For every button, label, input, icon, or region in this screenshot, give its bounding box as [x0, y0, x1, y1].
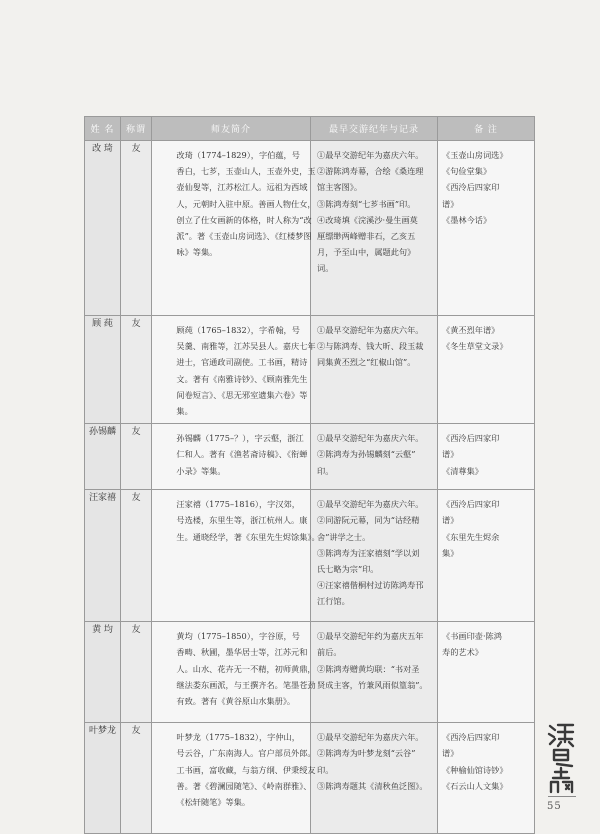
table-row	[85, 490, 535, 622]
record-cell-text	[311, 424, 437, 483]
record-cell-line: ③陈鸿寿刻“七芗书画”印。	[317, 198, 416, 209]
table-body	[85, 141, 535, 834]
bio-cell-line: 汪家禧（1775–1816），字汉郊，	[176, 499, 300, 510]
bio-cell-line: 号选楼，东里生等，浙江杭州人。康	[176, 515, 308, 526]
person-name: 顾 莼	[85, 316, 121, 424]
header-note: 备 注	[438, 117, 535, 141]
table-row	[85, 424, 535, 490]
bio-cell-line: 小录》等集。	[176, 465, 226, 476]
record-cell	[311, 316, 438, 424]
note-cell-text	[438, 141, 534, 234]
note-cell-line: 谱》	[442, 449, 459, 460]
record-cell	[311, 424, 438, 490]
record-cell-line: ①最早交游纪年约为嘉庆五年	[317, 631, 424, 642]
bio-cell-line: 人，元朝时入驻中原。善画人物仕女，	[176, 198, 316, 209]
bio-cell-line: 有致。著有《黄谷原山水集册》。	[176, 696, 296, 707]
bio-cell	[152, 141, 316, 316]
bio-cell-line: 派”。著《玉壶山房词选》、《红楼梦图	[176, 231, 312, 242]
record-cell-line: ②同游阮元幕，同为“诂经精	[317, 515, 420, 526]
bio-cell-line: 集。	[176, 406, 193, 417]
bio-cell-line: 孙锡麟（1775–？），字云壑，浙江	[176, 433, 304, 444]
bio-cell	[152, 723, 316, 834]
bio-cell-line: 壶仙叟等，江苏松江人。远祖为西域	[176, 182, 308, 193]
table-row	[85, 316, 535, 424]
bio-cell-line: 间卷短言》、《思无邪室遗集六卷》等	[176, 389, 308, 400]
header-bio: 师友简介	[152, 117, 311, 141]
note-cell-line: 《东里先生烬余	[442, 531, 500, 542]
note-cell	[438, 316, 535, 424]
bio-cell-line: 香畴、秋圃，墨华居士等，江苏元和	[176, 647, 308, 658]
page-number-rule	[548, 796, 576, 797]
record-cell-text	[311, 141, 437, 281]
note-cell	[438, 141, 535, 316]
friends-table	[84, 116, 535, 834]
note-cell-text	[438, 424, 534, 485]
person-name: 汪家禧	[85, 490, 121, 622]
record-cell-line: ①最早交游纪年为嘉庆六年。	[317, 433, 424, 444]
bio-cell-line: 黄均（1775–1850），字谷原，号	[176, 631, 300, 642]
person-role: 友	[121, 490, 152, 622]
record-cell-line: 贤成主客，竹兼风雨似篁翁”。	[317, 679, 428, 690]
note-cell-line: 寿的艺术》	[442, 647, 483, 658]
person-name: 叶梦龙	[85, 723, 121, 834]
note-cell-line: 《西泠后四家印	[442, 433, 500, 444]
record-cell-line: 前后。	[317, 647, 342, 658]
bio-cell-line: 咏》等集。	[176, 247, 218, 258]
record-cell-line: 舍”讲学之士。	[317, 531, 371, 542]
record-cell-line: ④改琦填《浣溪沙·曼生画莫	[317, 214, 418, 225]
note-cell-line: 谱》	[442, 515, 459, 526]
note-cell-line: 《清尊集》	[442, 465, 483, 476]
bio-cell	[152, 316, 316, 424]
record-cell-line: ③陈鸿寿题其《清秋鱼泛图》。	[317, 780, 428, 791]
note-cell-line: 集》	[442, 547, 459, 558]
record-cell-line: ①最早交游纪年为嘉庆六年。	[317, 732, 424, 743]
bio-cell-line: 继法娄东画派，与王撰齐名。笔墨苍劲	[176, 679, 316, 690]
bio-cell-line: 善。著《碧澜园随笔》、《岭南群雅》、	[176, 780, 312, 791]
header-record: 最早交游纪年与记录	[311, 117, 438, 141]
record-cell-line: 氏七略为宗”印。	[317, 564, 379, 575]
bio-cell	[152, 424, 311, 490]
table-header-row	[85, 117, 535, 141]
record-cell-text	[311, 622, 437, 697]
person-role: 友	[121, 622, 152, 723]
record-cell-text	[311, 316, 437, 375]
record-cell-text	[311, 723, 437, 798]
record-cell	[311, 141, 438, 316]
bio-cell-line: 吴羹、南雅等，江苏吴县人。嘉庆七年	[176, 341, 316, 352]
bio-cell-text	[152, 424, 310, 483]
bio-cell-text	[152, 490, 320, 549]
note-cell	[438, 490, 535, 622]
record-cell-line: ②陈鸿寿赠黄均联：“书对圣	[317, 663, 420, 674]
note-cell-line: 谱》	[442, 748, 459, 759]
person-name: 黄 均	[85, 622, 121, 723]
header-name: 姓 名	[85, 117, 121, 141]
note-cell-line: 《墨林今话》	[442, 214, 492, 225]
table-row	[85, 141, 535, 316]
person-role: 友	[121, 723, 152, 834]
bio-cell-line: 文。著有《南雅诗钞》、《顾南雅先生	[176, 373, 308, 384]
header-role: 称谓	[121, 117, 152, 141]
record-cell-line: ①最早交游纪年为嘉庆六年。	[317, 499, 424, 510]
bio-cell-line: 工书画，富收藏，与翁方纲、伊秉绶友	[176, 764, 316, 775]
note-cell-line: 《冬生草堂文录》	[442, 341, 508, 352]
table-row	[85, 622, 535, 723]
person-name: 改 琦	[85, 141, 121, 316]
note-cell-line: 《种榆仙馆诗钞》	[442, 764, 508, 775]
bio-cell-line: 改琦（1774–1829），字伯蕴，号	[176, 150, 300, 160]
bio-cell-text	[152, 141, 316, 264]
bio-cell-line: 叶梦龙（1775–1832），字仲山，	[176, 732, 300, 743]
note-cell-line: 《书画印壶·陈鸿	[442, 631, 502, 642]
record-cell	[311, 723, 438, 834]
person-name: 孙锡麟	[85, 424, 121, 490]
person-role: 友	[121, 424, 152, 490]
record-cell-line: ②陈鸿寿为叶梦龙刻“云谷”	[317, 748, 416, 759]
record-cell-line: ②陈鸿寿为孙锡麟刻“云壑”	[317, 449, 416, 460]
bio-cell-line: 《松轩随笔》等集。	[176, 797, 251, 808]
record-cell-line: 同集黄丕烈之“红椒山馆”。	[317, 357, 416, 368]
bio-cell-line: 创立了仕女画新的体格，时人称为“改	[176, 214, 312, 225]
bio-cell-text	[152, 723, 316, 814]
note-cell-line: 《西泠后四家印	[442, 732, 500, 743]
note-cell	[438, 622, 535, 723]
record-cell-line: 月，予至山中，属题此句》	[317, 247, 416, 258]
record-cell-line: 江行馆。	[317, 596, 350, 607]
record-cell-line: ②游陈鸿寿幕，合绘《桑连理	[317, 166, 424, 177]
record-cell-line: 印。	[317, 764, 334, 775]
record-cell-line: ①最早交游纪年为嘉庆六年。	[317, 325, 424, 335]
record-cell	[311, 622, 438, 723]
bio-cell-text	[152, 316, 316, 423]
record-cell-line: ①最早交游纪年为嘉庆六年。	[317, 150, 424, 160]
record-cell-line: 厘缥缈两峰赠非石，乙亥五	[317, 231, 416, 242]
bio-cell-line: 进士，官通政司副使。工书画，精诗	[176, 357, 308, 368]
record-cell-text	[311, 490, 437, 613]
person-role: 友	[121, 316, 152, 424]
record-cell-line: 馆主客图》。	[317, 182, 363, 193]
bio-cell	[152, 490, 320, 622]
record-cell-line: 词。	[317, 263, 334, 274]
person-role: 友	[121, 141, 152, 316]
page-number: 55	[547, 801, 562, 812]
record-cell-line: ②与陈鸿寿、钱大昕、段玉裁	[317, 341, 424, 352]
bio-cell-line: 香白，七芗，玉壶山人，玉壶外史，玉	[176, 166, 316, 177]
note-cell-line: 《石云山人文集》	[442, 780, 508, 791]
record-cell-line: ③陈鸿寿为汪家禧刻“学以刘	[317, 547, 420, 558]
bio-cell-text	[152, 622, 316, 713]
bio-cell-line: 号云谷，广东南海人。官户部员外郎。	[176, 748, 316, 759]
note-cell-text	[438, 316, 534, 360]
note-cell-text	[438, 490, 534, 567]
note-cell-line: 《黄丕烈年谱》	[442, 325, 500, 335]
record-cell-line: 印。	[317, 465, 334, 476]
note-cell-text	[438, 622, 534, 666]
calligraphy-logo	[546, 722, 576, 794]
record-cell	[311, 490, 438, 622]
note-cell-line: 《西泠后四家印	[442, 499, 500, 510]
note-cell-line: 《西泠后四家印	[442, 182, 500, 193]
bio-cell-line: 仁和人。著有《渔茗斋诗稿》、《衔蝉	[176, 449, 308, 460]
note-cell-line: 《句俭堂集》	[442, 166, 492, 177]
note-cell-line: 谱》	[442, 198, 459, 209]
note-cell	[438, 424, 535, 490]
bio-cell-line: 顾莼（1765–1832），字希翰，号	[176, 325, 300, 335]
table-row	[85, 723, 535, 834]
bio-cell-line: 生。通晓经学，著《东里先生烬馀集》。	[176, 531, 320, 542]
bio-cell	[152, 622, 316, 723]
record-cell-line: ④汪家禧偕桐村过访陈鸿寿邗	[317, 580, 424, 591]
note-cell-text	[438, 723, 534, 800]
note-cell	[438, 723, 535, 834]
note-cell-line: 《玉壶山房词选》	[442, 150, 508, 160]
bio-cell-line: 人。山水、花卉无一不精，初师黄鼎，	[176, 663, 316, 674]
